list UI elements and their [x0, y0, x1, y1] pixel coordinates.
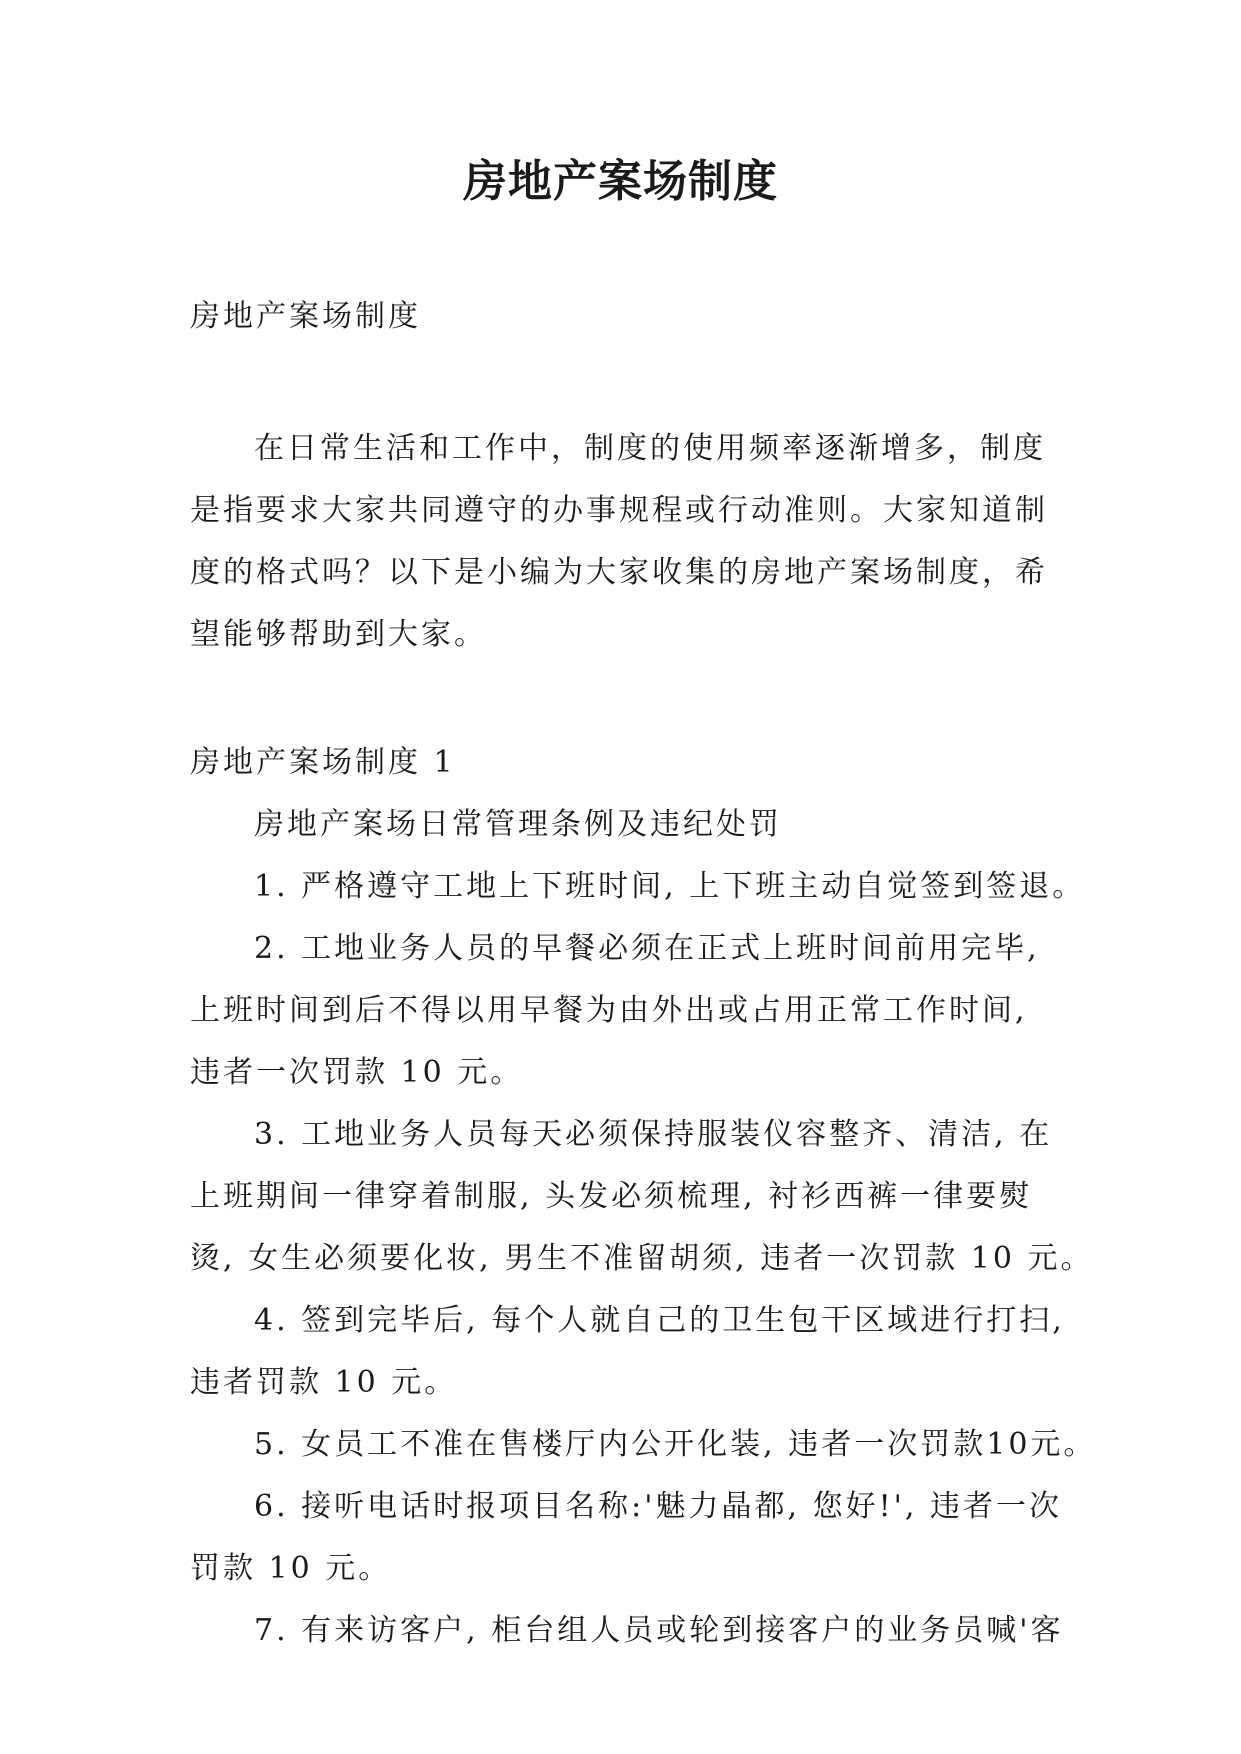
section-heading: 房地产案场制度 1 — [190, 745, 456, 780]
rule-line: 违者一次罚款 10 元。 — [190, 1055, 524, 1090]
rule-line: 4. 签到完毕后, 每个人就自己的卫生包干区域进行打扫, — [254, 1303, 1065, 1338]
rule-line: 烫, 女生必须要化妆, 男生不准留胡须, 违者一次罚款 10 元。 — [190, 1241, 1094, 1276]
rule-line: 6. 接听电话时报项目名称:'魅力晶都, 您好!', 违者一次 — [254, 1489, 1062, 1524]
intro-line: 望能够帮助到大家。 — [190, 617, 487, 652]
intro-line: 是指要求大家共同遵守的办事规程或行动准则。大家知道制 — [190, 493, 1048, 528]
rule-line: 违者罚款 10 元。 — [190, 1365, 458, 1400]
intro-line: 度的格式吗？以下是小编为大家收集的房地产案场制度，希 — [190, 555, 1048, 590]
rule-line: 3. 工地业务人员每天必须保持服装仪容整齐、清洁, 在 — [254, 1117, 1053, 1152]
subsection-heading: 房地产案场日常管理条例及违纪处罚 — [254, 807, 782, 842]
section-heading: 房地产案场制度 — [190, 299, 421, 334]
paragraph-spacer — [190, 666, 1070, 732]
rule-line: 上班期间一律穿着制服, 头发必须梳理, 衬衫西裤一律要熨 — [190, 1179, 1033, 1214]
rule-line: 上班时间到后不得以用早餐为由外出或占用正常工作时间, — [190, 993, 1028, 1028]
rule-line: 2. 工地业务人员的早餐必须在正式上班时间前用完毕, — [254, 931, 1040, 966]
paragraph-spacer — [190, 348, 1070, 418]
intro-line: 在日常生活和工作中，制度的使用频率逐渐增多，制度 — [254, 431, 1046, 466]
rule-line: 罚款 10 元。 — [190, 1551, 392, 1586]
rule-line: 1. 严格遵守工地上下班时间, 上下班主动自觉签到签退。 — [254, 869, 1086, 904]
document-body — [190, 286, 1097, 1662]
rule-line: 7. 有来访客户, 柜台组人员或轮到接客户的业务员喊'客 — [254, 1613, 1064, 1648]
document-title: 房地产案场制度 — [463, 156, 778, 207]
rule-line: 5. 女员工不准在售楼厅内公开化装, 违者一次罚款10元。 — [254, 1427, 1097, 1462]
